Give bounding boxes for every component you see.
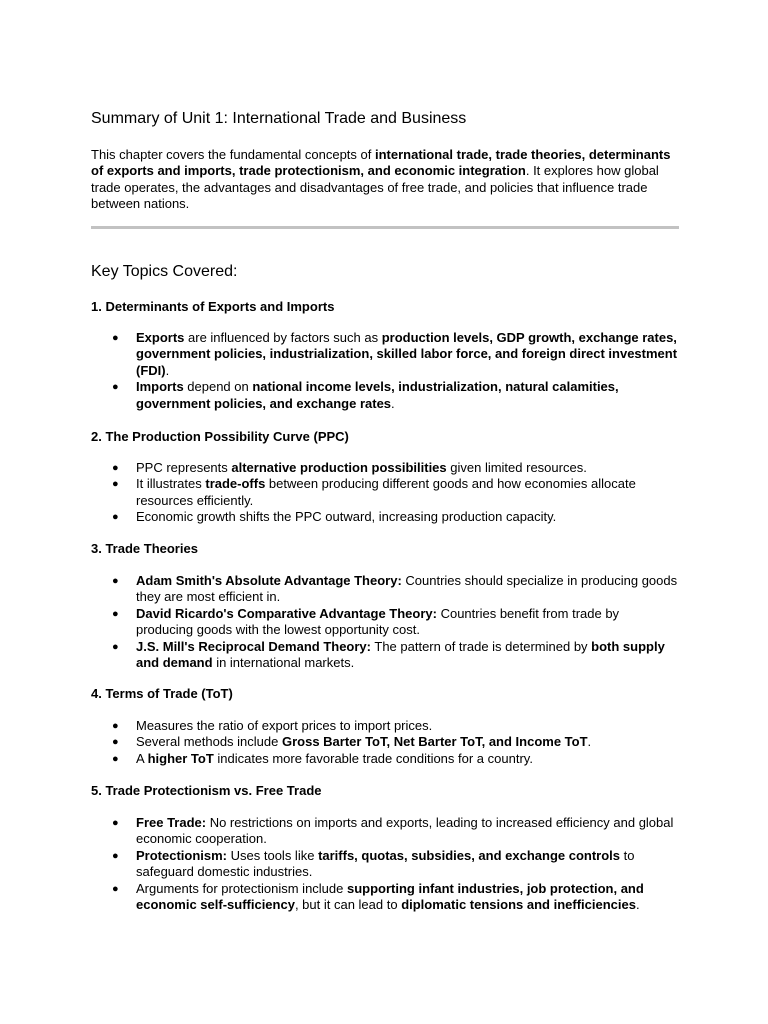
section-title-ppc: 2. The Production Possibility Curve (PPC) (91, 429, 349, 444)
list-item (91, 718, 679, 734)
bullet-icon: ● (112, 575, 119, 587)
text: between producing different goods and how economies allocate resources efficiently. (136, 476, 636, 508)
bullet-list-determinants (91, 330, 679, 412)
bold-text: diplomatic tensions and inefficiencies (401, 897, 636, 913)
text: Several methods include (136, 734, 282, 750)
list-item (91, 379, 679, 412)
section-title-determinants: 1. Determinants of Exports and Imports (91, 299, 335, 314)
bullet-list-terms-of-trade (91, 718, 679, 767)
section-title-protectionism: 5. Trade Protectionism vs. Free Trade (91, 783, 322, 798)
text: depend on (183, 379, 253, 395)
intro-paragraph (91, 147, 679, 213)
bold-text: Adam Smith's Absolute Advantage Theory: (136, 573, 402, 588)
bold-text: supporting infant industries, job protection, and economic self-sufficiency (136, 880, 644, 913)
bullet-list-protectionism (91, 815, 679, 913)
list-item (91, 881, 679, 914)
list-item (91, 639, 679, 672)
bold-text: trade-offs (205, 476, 266, 492)
text: given limited resources. (446, 460, 587, 475)
bullet-list-ppc (91, 460, 679, 526)
list-item (91, 734, 679, 750)
list-item (91, 751, 679, 767)
text: in international markets. (212, 655, 355, 671)
section-title-trade-theories: 3. Trade Theories (91, 541, 198, 556)
list-item (91, 815, 679, 848)
section-title-terms-of-trade: 4. Terms of Trade (ToT) (91, 686, 233, 701)
text: . (391, 395, 395, 411)
bold-text: national income levels, industrialization, natural calamities, government policies, and exchange rates (136, 379, 619, 411)
list-item (91, 330, 679, 379)
bold-text: Imports (136, 379, 184, 395)
bullet-list-trade-theories (91, 573, 679, 671)
bold-text: both supply and demand (136, 638, 665, 671)
bullet-icon: ● (112, 511, 119, 524)
bold-text: Free Trade: (136, 815, 207, 830)
key-topics-heading: Key Topics Covered: (91, 263, 238, 280)
text: . (587, 734, 592, 750)
text: Countries benefit from trade by producing goods with the lowest opportunity cost. (136, 605, 620, 638)
text: . (635, 897, 640, 913)
bullet-icon: ● (112, 381, 119, 394)
bold-text: higher ToT (147, 750, 214, 766)
text: Uses tools like (227, 847, 319, 863)
text: A (136, 750, 148, 766)
text: . (165, 362, 170, 378)
text: to safeguard domestic industries. (136, 847, 635, 880)
bullet-icon: ● (112, 462, 119, 474)
bold-text: Protectionism: (136, 847, 228, 863)
list-item (91, 848, 679, 881)
list-item (91, 573, 679, 606)
text: , but it can lead to (294, 897, 402, 913)
bullet-icon: ● (112, 882, 119, 895)
list-item (91, 476, 679, 509)
text: The pattern of trade is determined by (371, 638, 592, 654)
bold-text: Gross Barter ToT, Net Barter ToT, and Income ToT (281, 734, 588, 750)
text: Arguments for protectionism include (136, 880, 347, 896)
bold-text: David Ricardo's Comparative Advantage Theory: (136, 605, 437, 621)
bullet-icon: ● (112, 640, 119, 653)
intro-text: This chapter covers the fundamental concepts of (91, 147, 375, 162)
bullet-icon: ● (112, 607, 119, 620)
bullet-icon: ● (112, 736, 119, 749)
intro-text: . It explores how global trade operates, the advantages and disadvantages of free trade, and policies that influence trade between nations. (91, 163, 659, 212)
bold-text: alternative production possibilities (231, 460, 447, 475)
bold-text: J.S. Mill's Reciprocal Demand Theory: (136, 638, 371, 654)
bold-text: Exports (136, 330, 185, 345)
text: It illustrates (136, 476, 206, 492)
text: Measures the ratio of export prices to import prices. (136, 718, 433, 733)
bullet-icon: ● (112, 849, 119, 862)
horizontal-divider (91, 226, 679, 229)
bullet-icon: ● (112, 478, 119, 491)
document-title: Summary of Unit 1: International Trade and Business (91, 110, 467, 127)
list-item (91, 460, 679, 476)
bullet-icon: ● (112, 817, 119, 829)
bullet-icon: ● (112, 332, 119, 344)
text: Economic growth shifts the PPC outward, increasing production capacity. (136, 509, 557, 525)
text: are influenced by factors such as (184, 330, 382, 345)
list-item (91, 606, 679, 639)
text: No restrictions on imports and exports, leading to increased efficiency and global economic cooperation. (136, 815, 674, 847)
list-item (91, 509, 679, 525)
bold-text: production levels, GDP growth, exchange rates, government policies, industrialization, skilled labor force, and foreign direct investment (FDI) (136, 330, 678, 378)
text: PPC represents (136, 460, 232, 475)
bold-text: tariffs, quotas, subsidies, and exchange controls (318, 847, 621, 863)
text: indicates more favorable trade conditions for a country. (213, 750, 533, 766)
intro-bold: international trade, trade theories, determinants of exports and imports, trade protectionism, and economic integration (91, 147, 671, 179)
bullet-icon: ● (112, 752, 119, 765)
text: Countries should specialize in producing goods they are most efficient in. (136, 573, 678, 605)
bullet-icon: ● (112, 720, 119, 732)
